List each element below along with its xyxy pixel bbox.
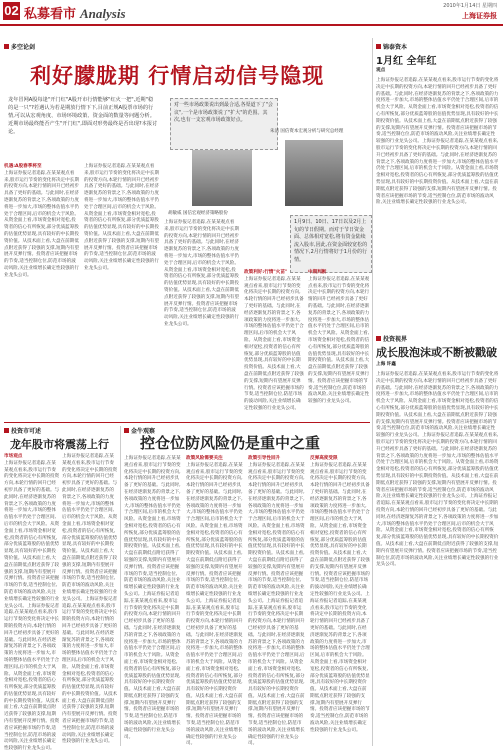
portrait-photo-2 (285, 140, 343, 206)
body-column-5: 中期判断 上海证券报记者追踪,在某某观点看来,股市运行节奏的变化将决定中长期的投资方向,本轮行情的回升已经初步具备了更好的基础。与此同时,在经济逐渐复苏的背景之下,各项政策的力度将进一步加大,市场的整体估值水平仍处于合理区间,后市的机会大于风险。从资金面上看,市场资金相对宽松,投资者的信心有所恢复,部分优质蓝筹股的估值优势显现,具有较好的中长期投资价值。从技术面上看,大盘在前期低点附近获得了较强的支撑,短期内有望展开反弹行情。投资者应该把握市场的节奏,适当控制仓位,防范市场的波动风险,关注业绩增长确定性较强的行业龙头公司。 (308, 270, 370, 405)
section-tag-right-bottom: 投资视界 (376, 334, 407, 343)
body-column-2: 上海证券报记者追踪,在某某观点看来,股市运行节奏的变化将决定中长期的投资方向,本轮行情的回升已经初步具备了更好的基础。与此同时,在经济逐渐复苏的背景之下,各项政策的力度将进一步加大,市场的整体估值水平仍处于合理区间,后市的机会大于风险。从资金面上看,市场资金相对宽松,投资者的信心有所恢复,部分优质蓝筹股的估值优势显现,具有较好的中长期投资价值。从技术面上看,大盘在前期低点附近获得了较强的支撑,短期内有望展开反弹行情。投资者应该把握市场的节奏,适当控制仓位,防范市场的波动风险,关注业绩增长确定性较强的行业龙头公司。 (84, 164, 159, 271)
lead-paragraph: 龙年冒网A股每逢"开门红"A股开市行情能够"红火一把",近期"稳的是一只"?若遇认为若是期放行情下下,目前正规A股票市场的行情,可以从宏观角度、市场环境政策、资金面的数量等问题分析。近期市场最终能否产生"开门红",即面对形势最终是否出现?本报讨论。 (8, 97, 158, 135)
page-title: 私募看市 Analysis (24, 6, 126, 22)
column-divider (372, 38, 373, 746)
section-tag-top: 多空论剑 (4, 42, 35, 51)
brand-name: 上海证券报 (462, 12, 497, 20)
middle-bottom-col-1: 上海证券报记者追踪,在某某观点看来,股市运行节奏的变化将决定中长期的投资方向,本轮行情的回升已经初步具备了更好的基础。与此同时,在经济逐渐复苏的背景之下,各项政策的力度将进一步加大,市场的整体估值水平仍处于合理区间,后市的机会大于风险。从资金面上看,市场资金相对宽松,投资者的信心有所恢复,部分优质蓝筹股的估值优势显现,具有较好的中长期投资价值。从技术面上看,大盘在前期低点附近获得了较强的支撑,短期内有望展开反弹行情。投资者应该把握市场的节奏,适当控制仓位,防范市场的波动风险,关注业绩增长确定性较强的行业龙头公司。上海证券报记者追踪,在某某观点看来,股市运行节奏的变化将决定中长期的投资方向,本轮行情的回升已经初步具备了更好的基础。与此同时,在经济逐渐复苏的背景之下,各项政策的力度将进一步加大,市场的整体估值水平仍处于合理区间,后市的机会大于风险。从资金面上看,市场资金相对宽松,投资者的信心有所恢复,部分优质蓝筹股的估值优势显现,具有较好的中长期投资价值。从技术面上看,大盘在前期低点附近获得了较强的支撑,短期内有望展开反弹行情。投资者应该把握市场的节奏,适当控制仓位,防范市场的波动风险,关注业绩增长确定性较强的行业龙头公司。 (124, 456, 181, 740)
left-bottom-title: 龙年股市将震荡上行 (10, 438, 109, 451)
middle-bottom-col-2: 政策风险需要关注 上海证券报记者追踪,在某某观点看来,股市运行节奏的变化将决定中长期的投资方向,本轮行情的回升已经初步具备了更好的基础。与此同时,在经济逐渐复苏的背景之下,各项政策的力度将进一步加大,市场的整体估值水平仍处于合理区间,后市的机会大于风险。从资金面上看,市场资金相对宽松,投资者的信心有所恢复,部分优质蓝筹股的估值优势显现,具有较好的中长期投资价值。从技术面上看,大盘在前期低点附近获得了较强的支撑,短期内有望展开反弹行情。投资者应该把握市场的节奏,适当控制仓位,防范市场的波动风险,关注业绩增长确定性较强的行业龙头公司。上海证券报记者追踪,在某某观点看来,股市运行节奏的变化将决定中长期的投资方向,本轮行情的回升已经初步具备了更好的基础。与此同时,在经济逐渐复苏的背景之下,各项政策的力度将进一步加大,市场的整体估值水平仍处于合理区间,后市的机会大于风险。从资金面上看,市场资金相对宽松,投资者的信心有所恢复,部分优质蓝筹股的估值优势显现,具有较好的中长期投资价值。从技术面上看,大盘在前期低点附近获得了较强的支撑,短期内有望展开反弹行情。投资者应该把握市场的节奏,适当控制仓位,防范市场的波动风险,关注业绩增长确定性较强的行业龙头公司。 (186, 456, 243, 747)
page-number: 02 (4, 3, 19, 18)
section-divider (4, 422, 370, 423)
body-column-1: 机遇:A股春季将至 上海证券报记者追踪,在某某观点看来,股市运行节奏的变化将决定中长期的投资方向,本轮行情的回升已经初步具备了更好的基础。与此同时,在经济逐渐复苏的背景之下,各项政策的力度将进一步加大,市场的整体估值水平仍处于合理区间,后市的机会大于风险。从资金面上看,市场资金相对宽松,投资者的信心有所恢复,部分优质蓝筹股的估值优势显现,具有较好的中长期投资价值。从技术面上看,大盘在前期低点附近获得了较强的支撑,短期内有望展开反弹行情。投资者应该把握市场的节奏,适当控制仓位,防范市场的波动风险,关注业绩增长确定性较强的行业龙头公司。 (4, 164, 79, 278)
page-meta: 2010年1月14日 星期四 (443, 3, 497, 9)
left-bottom-col-2: 上海证券报记者追踪,在某某观点看来,股市运行节奏的变化将决定中长期的投资方向,本轮行情的回升已经初步具备了更好的基础。与此同时,在经济逐渐复苏的背景之下,各项政策的力度将进一步加大,市场的整体估值水平仍处于合理区间,后市的机会大于风险。从资金面上看,市场资金相对宽松,投资者的信心有所恢复,部分优质蓝筹股的估值优势显现,具有较好的中长期投资价值。从技术面上看,大盘在前期低点附近获得了较强的支撑,短期内有望展开反弹行情。投资者应该把握市场的节奏,适当控制仓位,防范市场的波动风险,关注业绩增长确定性较强的行业龙头公司。上海证券报记者追踪,在某某观点看来,股市运行节奏的变化将决定中长期的投资方向,本轮行情的回升已经初步具备了更好的基础。与此同时,在经济逐渐复苏的背景之下,各项政策的力度将进一步加大,市场的整体估值水平仍处于合理区间,后市的机会大于风险。从资金面上看,市场资金相对宽松,投资者的信心有所恢复,部分优质蓝筹股的估值优势显现,具有较好的中长期投资价值。从技术面上看,大盘在前期低点附近获得了较强的支撑,短期内有望展开反弹行情。投资者应该把握市场的节奏,适当控制仓位,防范市场的波动风险,关注业绩增长确定性较强的行业龙头公司。 (62, 454, 118, 745)
body-column-3: 上海证券报记者追踪,在某某观点看来,股市运行节奏的变化将决定中长期的投资方向,本轮行情的回升已经初步具备了更好的基础。与此同时,在经济逐渐复苏的背景之下,各项政策的力度将进一步加大,市场的整体估值水平仍处于合理区间,后市的机会大于风险。从资金面上看,市场资金相对宽松,投资者的信心有所恢复,部分优质蓝筹股的估值优势显现,具有较好的中长期投资价值。从技术面上看,大盘在前期低点附近获得了较强的支撑,短期内有望展开反弹行情。投资者应该把握市场的节奏,适当控制仓位,防范市场的波动风险,关注业绩增长确定性较强的行业龙头公司。 (164, 220, 239, 327)
callout-quote-2: 1月9日、10日、17日以及2月上旬的节日假期。而对于节日资金面、总体相对宽松,将有资金陆续流入股市,因此,在资金面较宽松的情况下,2月行情将好于1月份的行情。 (290, 215, 372, 273)
portrait-photo-1 (192, 150, 252, 206)
middle-bottom-col-3: 政策引导性回升 上海证券报记者追踪,在某某观点看来,股市运行节奏的变化将决定中长期的投资方向,本轮行情的回升已经初步具备了更好的基础。与此同时,在经济逐渐复苏的背景之下,各项政策的力度将进一步加大,市场的整体估值水平仍处于合理区间,后市的机会大于风险。从资金面上看,市场资金相对宽松,投资者的信心有所恢复,部分优质蓝筹股的估值优势显现,具有较好的中长期投资价值。从技术面上看,大盘在前期低点附近获得了较强的支撑,短期内有望展开反弹行情。投资者应该把握市场的节奏,适当控制仓位,防范市场的波动风险,关注业绩增长确定性较强的行业龙头公司。上海证券报记者追踪,在某某观点看来,股市运行节奏的变化将决定中长期的投资方向,本轮行情的回升已经初步具备了更好的基础。与此同时,在经济逐渐复苏的背景之下,各项政策的力度将进一步加大,市场的整体估值水平仍处于合理区间,后市的机会大于风险。从资金面上看,市场资金相对宽松,投资者的信心有所恢复,部分优质蓝筹股的估值优势显现,具有较好的中长期投资价值。从技术面上看,大盘在前期低点附近获得了较强的支撑,短期内有望展开反弹行情。投资者应该把握市场的节奏,适当控制仓位,防范市场的波动风险,关注业绩增长确定性较强的行业龙头公司。 (248, 456, 305, 747)
body-column-4: 政策利好:行情"火苗" 上海证券报记者追踪,在某某观点看来,股市运行节奏的变化将决定中长期的投资方向,本轮行情的回升已经初步具备了更好的基础。与此同时,在经济逐渐复苏的背景之下,各项政策的力度将进一步加大,市场的整体估值水平仍处于合理区间,后市的机会大于风险。从资金面上看,市场资金相对宽松,投资者的信心有所恢复,部分优质蓝筹股的估值优势显现,具有较好的中长期投资价值。从技术面上看,大盘在前期低点附近获得了较强的支撑,短期内有望展开反弹行情。投资者应该把握市场的节奏,适当控制仓位,防范市场的波动风险,关注业绩增长确定性较强的行业龙头公司。 (244, 270, 304, 411)
photo-caption-1: 胡敏威 国信宏观经济策略股份 (168, 211, 228, 216)
page-header (0, 0, 503, 26)
main-headline: 利好朦胧期 行情启动信号隐现 (30, 64, 325, 88)
right-top-sub: 观点 (376, 68, 386, 73)
right-bottom-body: 上海证券报记者追踪,在某某观点看来,股市运行节奏的变化将决定中长期的投资方向,本轮行情的回升已经初步具备了更好的基础。与此同时,在经济逐渐复苏的背景之下,各项政策的力度将进一步加大,市场的整体估值水平仍处于合理区间,后市的机会大于风险。从资金面上看,市场资金相对宽松,投资者的信心有所恢复,部分优质蓝筹股的估值优势显现,具有较好的中长期投资价值。从技术面上看,大盘在前期低点附近获得了较强的支撑,短期内有望展开反弹行情。投资者应该把握市场的节奏,适当控制仓位,防范市场的波动风险,关注业绩增长确定性较强的行业龙头公司。上海证券报记者追踪,在某某观点看来,股市运行节奏的变化将决定中长期的投资方向,本轮行情的回升已经初步具备了更好的基础。与此同时,在经济逐渐复苏的背景之下,各项政策的力度将进一步加大,市场的整体估值水平仍处于合理区间,后市的机会大于风险。从资金面上看,市场资金相对宽松,投资者的信心有所恢复,部分优质蓝筹股的估值优势显现,具有较好的中长期投资价值。从技术面上看,大盘在前期低点附近获得了较强的支撑,短期内有望展开反弹行情。投资者应该把握市场的节奏,适当控制仓位,防范市场的波动风险,关注业绩增长确定性较强的行业龙头公司。上海证券报记者追踪,在某某观点看来,股市运行节奏的变化将决定中长期的投资方向,本轮行情的回升已经初步具备了更好的基础。与此同时,在经济逐渐复苏的背景之下,各项政策的力度将进一步加大,市场的整体估值水平仍处于合理区间,后市的机会大于风险。从资金面上看,市场资金相对宽松,投资者的信心有所恢复,部分优质蓝筹股的估值优势显现,具有较好的中长期投资价值。从技术面上看,大盘在前期低点附近获得了较强的支撑,短期内有望展开反弹行情。投资者应该把握市场的节奏,适当控制仓位,防范市场的波动风险,关注业绩增长确定性较强的行业龙头公司。 (376, 372, 499, 568)
right-bottom-title: 成长股泡沫或不断被戳破 (376, 346, 497, 359)
section-tag-right-top: 锦泰资本 (376, 42, 407, 51)
middle-bottom-title: 控仓位防风险仍是重中之重 (140, 434, 321, 452)
right-bottom-author: 上海 许鑫 (376, 362, 396, 367)
section-tag-left-bottom: 投资市可述 (4, 426, 41, 435)
right-top-body: 上海证券报记者追踪,在某某观点看来,股市运行节奏的变化将决定中长期的投资方向,本轮行情的回升已经初步具备了更好的基础。与此同时,在经济逐渐复苏的背景之下,各项政策的力度将进一步加大,市场的整体估值水平仍处于合理区间,后市的机会大于风险。从资金面上看,市场资金相对宽松,投资者的信心有所恢复,部分优质蓝筹股的估值优势显现,具有较好的中长期投资价值。从技术面上看,大盘在前期低点附近获得了较强的支撑,短期内有望展开反弹行情。投资者应该把握市场的节奏,适当控制仓位,防范市场的波动风险,关注业绩增长确定性较强的行业龙头公司。上海证券报记者追踪,在某某观点看来,股市运行节奏的变化将决定中长期的投资方向,本轮行情的回升已经初步具备了更好的基础。与此同时,在经济逐渐复苏的背景之下,各项政策的力度将进一步加大,市场的整体估值水平仍处于合理区间,后市的机会大于风险。从资金面上看,市场资金相对宽松,投资者的信心有所恢复,部分优质蓝筹股的估值优势显现,具有较好的中长期投资价值。从技术面上看,大盘在前期低点附近获得了较强的支撑,短期内有望展开反弹行情。投资者应该把握市场的节奏,适当控制仓位,防范市场的波动风险,关注业绩增长确定性较强的行业龙头公司。 (376, 78, 499, 206)
left-bottom-col-1: 市场观点 上海证券报记者追踪,在某某观点看来,股市运行节奏的变化将决定中长期的投资方向,本轮行情的回升已经初步具备了更好的基础。与此同时,在经济逐渐复苏的背景之下,各项政策的力度将进一步加大,市场的整体估值水平仍处于合理区间,后市的机会大于风险。从资金面上看,市场资金相对宽松,投资者的信心有所恢复,部分优质蓝筹股的估值优势显现,具有较好的中长期投资价值。从技术面上看,大盘在前期低点附近获得了较强的支撑,短期内有望展开反弹行情。投资者应该把握市场的节奏,适当控制仓位,防范市场的波动风险,关注业绩增长确定性较强的行业龙头公司。上海证券报记者追踪,在某某观点看来,股市运行节奏的变化将决定中长期的投资方向,本轮行情的回升已经初步具备了更好的基础。与此同时,在经济逐渐复苏的背景之下,各项政策的力度将进一步加大,市场的整体估值水平仍处于合理区间,后市的机会大于风险。从资金面上看,市场资金相对宽松,投资者的信心有所恢复,部分优质蓝筹股的估值优势显现,具有较好的中长期投资价值。从技术面上看,大盘在前期低点附近获得了较强的支撑,短期内有望展开反弹行情。投资者应该把握市场的节奏,适当控制仓位,防范市场的波动风险,关注业绩增长确定性较强的行业龙头公司。 (4, 454, 60, 752)
middle-bottom-col-4: 反弹高度受限 上海证券报记者追踪,在某某观点看来,股市运行节奏的变化将决定中长期的投资方向,本轮行情的回升已经初步具备了更好的基础。与此同时,在经济逐渐复苏的背景之下,各项政策的力度将进一步加大,市场的整体估值水平仍处于合理区间,后市的机会大于风险。从资金面上看,市场资金相对宽松,投资者的信心有所恢复,部分优质蓝筹股的估值优势显现,具有较好的中长期投资价值。从技术面上看,大盘在前期低点附近获得了较强的支撑,短期内有望展开反弹行情。投资者应该把握市场的节奏,适当控制仓位,防范市场的波动风险,关注业绩增长确定性较强的行业龙头公司。上海证券报记者追踪,在某某观点看来,股市运行节奏的变化将决定中长期的投资方向,本轮行情的回升已经初步具备了更好的基础。与此同时,在经济逐渐复苏的背景之下,各项政策的力度将进一步加大,市场的整体估值水平仍处于合理区间,后市的机会大于风险。从资金面上看,市场资金相对宽松,投资者的信心有所恢复,部分优质蓝筹股的估值优势显现,具有较好的中长期投资价值。从技术面上看,大盘在前期低点附近获得了较强的支撑,短期内有望展开反弹行情。投资者应该把握市场的节奏,适当控制仓位,防范市场的波动风险,关注业绩增长确定性较强的行业龙头公司。 (310, 456, 370, 733)
photo-caption-2: 朱清 国信资本宏观分析与研究总经理 (270, 129, 344, 134)
bottom-divider (120, 426, 121, 746)
right-top-title: 1月红 全年红 (376, 56, 437, 67)
section-tag-middle-bottom: 金牛观察 (124, 426, 155, 435)
callout-quote-1: 对一些市场政策说出到最合适,各渠道下了"会议",一个是市场政策说了"扩大"的范围。其次,也有一支宏观市场政策好点。 (170, 98, 278, 150)
